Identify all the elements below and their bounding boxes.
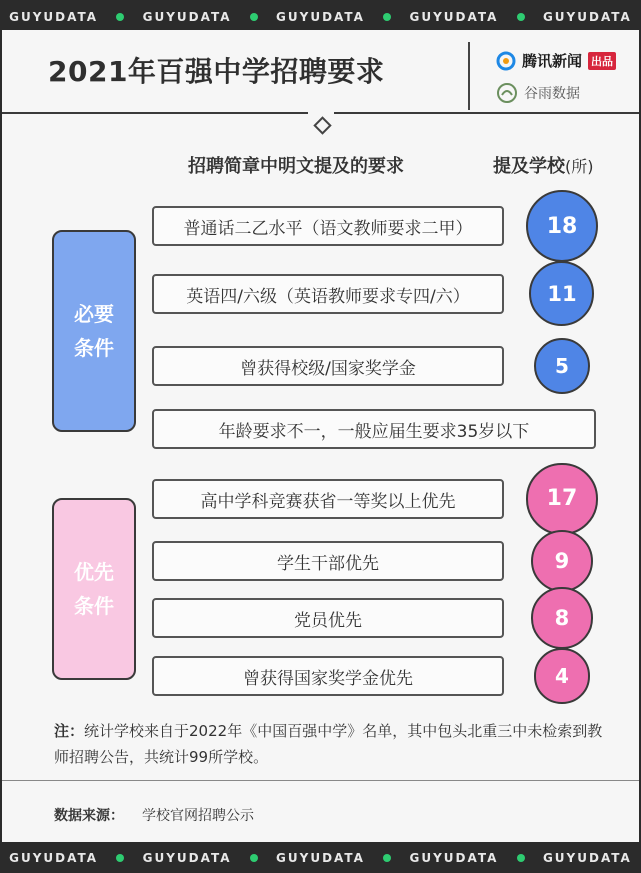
tencent-logo-icon bbox=[496, 51, 516, 71]
band-dot-icon bbox=[383, 854, 391, 862]
band-word: GUYUDATA bbox=[9, 10, 99, 24]
data-source-label: 数据来源： bbox=[54, 808, 124, 824]
requirement-label: 年龄要求不一，一般应届生要求35岁以下 bbox=[152, 409, 596, 449]
band-word: GUYUDATA bbox=[409, 851, 499, 865]
band-word: GUYUDATA bbox=[9, 851, 99, 865]
band-dot-icon bbox=[517, 854, 525, 862]
band-dot-icon bbox=[116, 13, 124, 21]
tencent-logo-badge: 出品 bbox=[588, 52, 616, 70]
band-dot-icon bbox=[383, 13, 391, 21]
data-source-text: 学校官网招聘公示 bbox=[142, 808, 254, 824]
footnote-label: 注： bbox=[54, 722, 85, 740]
page-title: 2021年百强中学招聘要求 bbox=[48, 55, 385, 88]
tencent-logo-text: 腾讯新闻 bbox=[522, 52, 583, 70]
band-word: GUYUDATA bbox=[276, 10, 365, 24]
requirement-label: 学生干部优先 bbox=[152, 541, 504, 581]
header-rule-left bbox=[2, 112, 308, 114]
guyu-logo-text: 谷雨数据 bbox=[524, 86, 580, 102]
band-dot-icon bbox=[116, 854, 124, 862]
header-divider bbox=[468, 42, 470, 110]
bottom-brand-band bbox=[0, 843, 641, 873]
school-count-bubble: 4 bbox=[534, 648, 589, 703]
school-count-bubble: 9 bbox=[531, 530, 594, 593]
column-header-schools bbox=[493, 152, 594, 178]
band-word: GUYUDATA bbox=[409, 10, 499, 24]
top-brand-band bbox=[0, 2, 641, 32]
footnote bbox=[54, 718, 614, 770]
group-label-1: 优先 条件 bbox=[52, 498, 136, 680]
column-header-requirement: 招聘简章中明文提及的要求 bbox=[188, 156, 404, 177]
guyu-data-logo bbox=[496, 82, 580, 104]
requirement-label: 普通话二乙水平（语文教师要求二甲） bbox=[152, 206, 504, 246]
school-count-bubble: 5 bbox=[534, 338, 591, 395]
requirement-label: 英语四/六级（英语教师要求专四/六） bbox=[152, 274, 504, 314]
school-count-bubble: 18 bbox=[526, 190, 598, 262]
band-word: GUYUDATA bbox=[276, 851, 365, 865]
requirement-label: 党员优先 bbox=[152, 598, 504, 638]
guyu-logo-icon bbox=[496, 82, 518, 104]
band-word: GUYUDATA bbox=[542, 851, 632, 865]
divider-diamond bbox=[313, 116, 331, 134]
data-source bbox=[54, 805, 254, 825]
requirement-label: 曾获得校级/国家奖学金 bbox=[152, 346, 504, 386]
column-header-schools-label: 提及学校 bbox=[493, 156, 565, 177]
requirement-label: 高中学科竞赛获省一等奖以上优先 bbox=[152, 479, 504, 519]
header-rule-right bbox=[334, 112, 639, 114]
band-word: GUYUDATA bbox=[142, 10, 232, 24]
band-dot-icon bbox=[250, 13, 258, 21]
footnote-text: 统计学校来自于2022年《中国百强中学》名单，其中包头北重三中未检索到教师招聘公告，共统计99所学校。 bbox=[54, 722, 603, 766]
group-label-0: 必要 条件 bbox=[52, 230, 136, 432]
school-count-bubble: 8 bbox=[531, 587, 592, 648]
infographic-card bbox=[2, 30, 639, 842]
column-header-unit: (所) bbox=[565, 157, 594, 176]
tencent-news-logo bbox=[496, 50, 616, 71]
band-dot-icon bbox=[517, 13, 525, 21]
school-count-bubble: 11 bbox=[529, 261, 594, 326]
band-dot-icon bbox=[250, 854, 258, 862]
footer-divider bbox=[2, 780, 639, 781]
school-count-bubble: 17 bbox=[526, 463, 597, 534]
requirement-label: 曾获得国家奖学金优先 bbox=[152, 656, 504, 696]
band-word: GUYUDATA bbox=[142, 851, 232, 865]
header bbox=[2, 30, 639, 114]
band-word: GUYUDATA bbox=[542, 10, 632, 24]
